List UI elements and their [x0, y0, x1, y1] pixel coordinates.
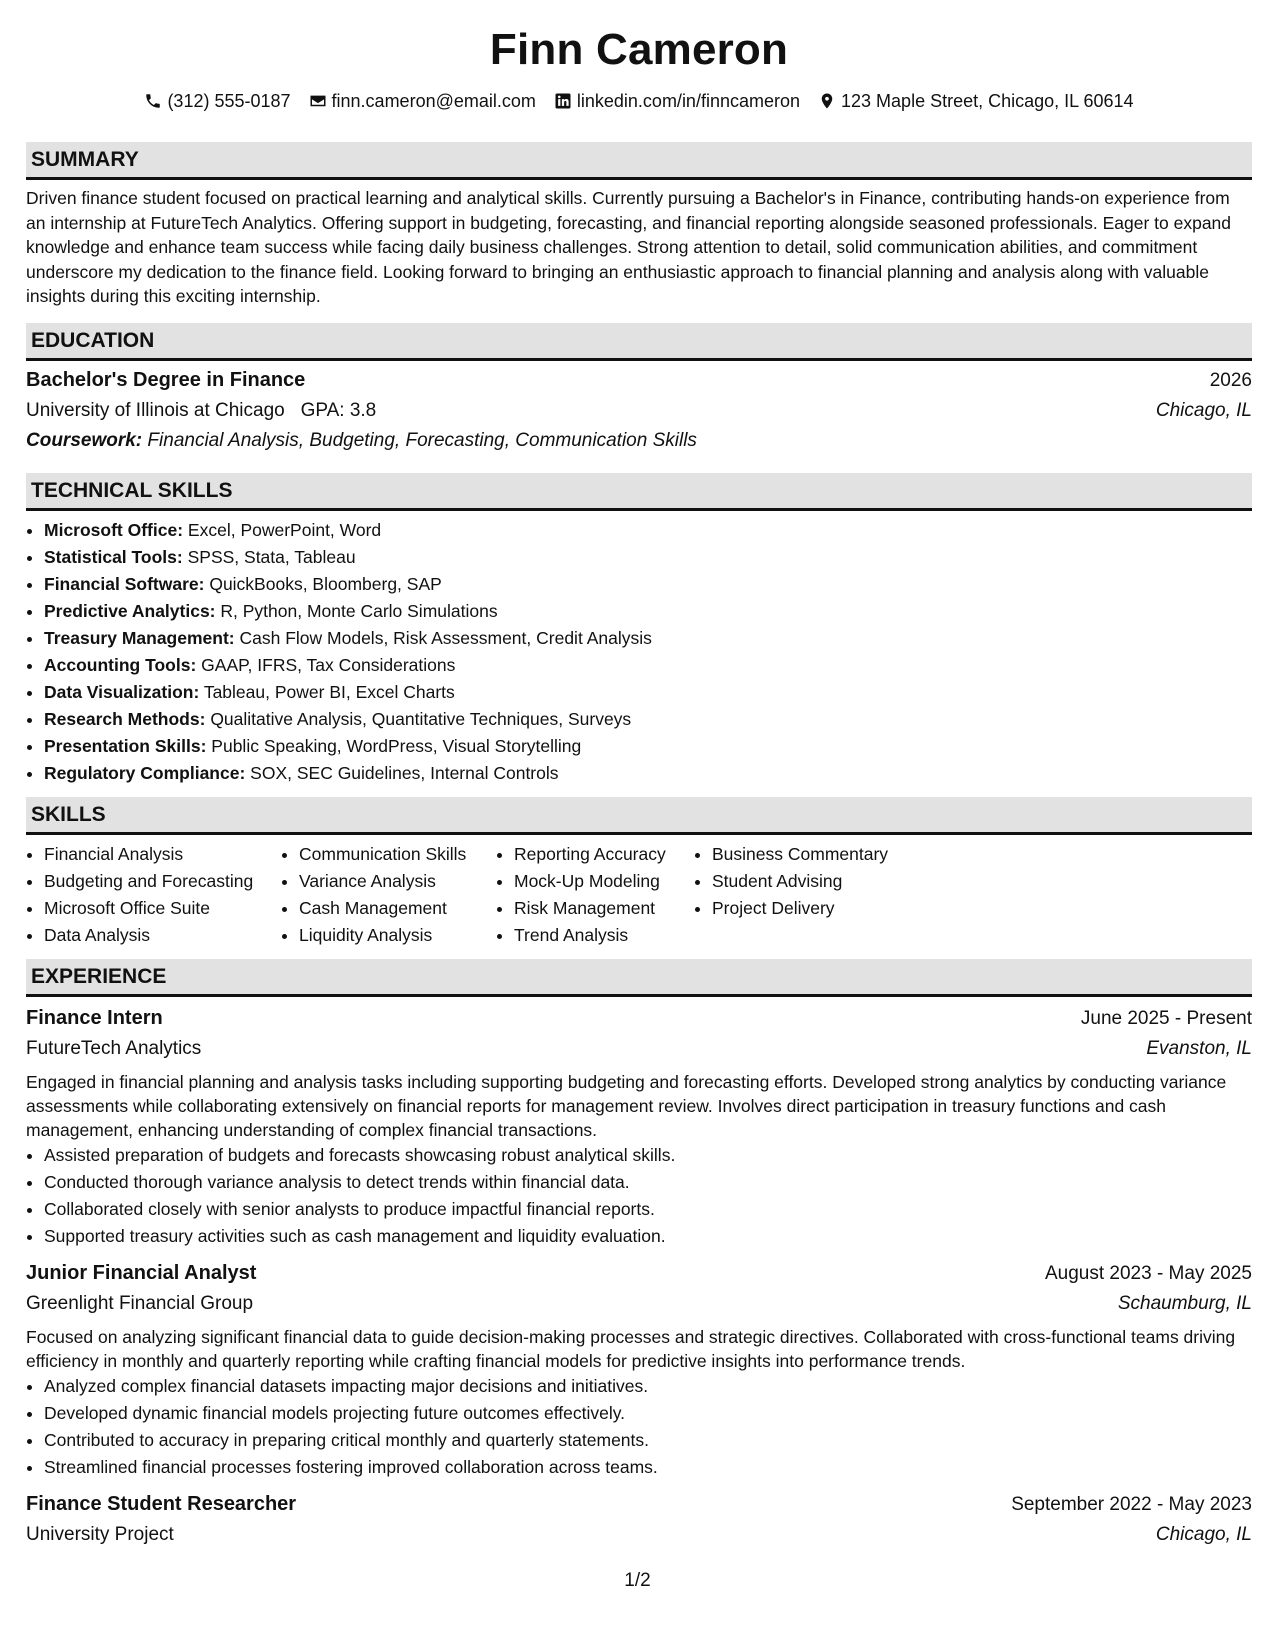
job-company: FutureTech Analytics — [26, 1037, 202, 1059]
list-item — [44, 679, 1252, 706]
job-location: Chicago, IL — [1155, 1523, 1252, 1545]
list-item: • Analyzed complex financial datasets impacting major decisions and initiatives. — [44, 1373, 1252, 1400]
job-title: Junior Financial Analyst — [26, 1261, 257, 1284]
job-dates: June 2025 - Present — [1080, 1007, 1252, 1029]
skill-category: Accounting Tools: — [44, 654, 197, 675]
skill-category: Statistical Tools: — [44, 546, 183, 567]
list-item — [44, 571, 1252, 598]
skill-values: SOX, SEC Guidelines, Internal Controls — [250, 762, 559, 783]
list-item — [44, 598, 1252, 625]
list-item — [44, 733, 1252, 760]
technical-skills-heading: TECHNICAL SKILLS — [26, 473, 1252, 511]
list-item — [44, 625, 1252, 652]
list-item: • Mock-Up Modeling — [514, 868, 694, 895]
page-number: 1/2 — [624, 1570, 651, 1591]
email-text: finn.cameron@email.com — [331, 91, 536, 111]
skill-category: Data Visualization: — [44, 681, 200, 702]
list-item: • Collaborated closely with senior analysts to produce impactful financial reports. — [44, 1196, 1252, 1223]
job-bullets — [26, 1142, 1252, 1250]
phone-icon — [144, 92, 162, 110]
skills-grid — [26, 841, 1252, 949]
list-item: • Cash Management — [299, 895, 496, 922]
phone-text: (312) 555-0187 — [167, 91, 291, 111]
skill-values: Tableau, Power BI, Excel Charts — [203, 681, 455, 702]
skill-category: Predictive Analytics: — [44, 600, 216, 621]
list-item: • Data Analysis — [44, 922, 281, 949]
skill-values: SPSS, Stata, Tableau — [187, 546, 356, 567]
list-item — [44, 760, 1252, 787]
skill-category: Presentation Skills: — [44, 735, 207, 756]
list-item — [44, 544, 1252, 571]
technical-skills-list — [26, 517, 1252, 787]
list-item — [44, 652, 1252, 679]
summary-text: Driven finance student focused on practical learning and analytical skills. Currently pursuing a Bachelor's in Finance, contributing hands-on experience from an internship at FutureTech Analytics. Offering support in budgeting, forecasting, and financial reporting alongside seasoned professionals. Eager to expand knowledge and enhance team success while facing daily business challenges. Strong attention to detail, solid communication abilities, and commitment underscore my dedication to the finance field. Looking forward to bringing an enthusiastic approach to financial planning and analysis along with valuable insights during this exciting internship. — [26, 188, 1232, 306]
skills-column-1 — [26, 841, 281, 949]
education-row-1 — [26, 365, 1252, 396]
list-item: • Conducted thorough variance analysis to detect trends within financial data. — [44, 1169, 1252, 1196]
gpa: GPA: 3.8 — [300, 399, 377, 421]
job-entry — [26, 1003, 1252, 1250]
list-item: • Streamlined financial processes fostering improved collaboration across teams. — [44, 1454, 1252, 1481]
skill-values: R, Python, Monte Carlo Simulations — [220, 600, 498, 621]
job-title-row — [26, 1258, 1252, 1289]
list-item: • Trend Analysis — [514, 922, 694, 949]
skill-values: Public Speaking, WordPress, Visual Storytelling — [211, 735, 582, 756]
list-item: • Financial Analysis — [44, 841, 281, 868]
job-company: Greenlight Financial Group — [26, 1292, 254, 1314]
job-entry — [26, 1489, 1252, 1550]
list-item: • Variance Analysis — [299, 868, 496, 895]
skills-column-3 — [496, 841, 694, 949]
candidate-name: Finn Cameron — [489, 25, 789, 74]
job-title: Finance Student Researcher — [26, 1492, 297, 1515]
job-dates: September 2022 - May 2023 — [1011, 1493, 1252, 1515]
list-item: • Student Advising — [712, 868, 888, 895]
job-description: Engaged in financial planning and analysis tasks including supporting budgeting and forecasting efforts. Developed strong analytics by conducting variance assessments while collaborating extensively on financial reports for management review. Involves direct participation in treasury functions and cash management, enhancing understanding of complex financial transactions. — [26, 1071, 1227, 1140]
list-item: • Microsoft Office Suite — [44, 895, 281, 922]
skill-category: Treasury Management: — [44, 627, 235, 648]
linkedin-icon — [554, 92, 572, 110]
coursework-label: Coursework: — [26, 429, 143, 451]
skill-values: Excel, PowerPoint, Word — [187, 519, 382, 540]
contact-email[interactable] — [309, 90, 536, 112]
coursework-list: Financial Analysis, Budgeting, Forecasting, Communication Skills — [147, 429, 697, 451]
skill-category: Research Methods: — [44, 708, 206, 729]
education-row-2 — [26, 396, 1252, 426]
list-item: • Business Commentary — [712, 841, 888, 868]
skill-values: Qualitative Analysis, Quantitative Techniques, Surveys — [210, 708, 632, 729]
job-location: Schaumburg, IL — [1117, 1292, 1252, 1314]
education-heading: EDUCATION — [26, 323, 1252, 361]
list-item: • Contributed to accuracy in preparing critical monthly and quarterly statements. — [44, 1427, 1252, 1454]
coursework-line — [26, 426, 1252, 456]
list-item — [44, 706, 1252, 733]
job-company-row — [26, 1520, 1252, 1550]
contact-phone — [144, 90, 290, 112]
skills-heading: SKILLS — [26, 797, 1252, 835]
school-line — [26, 396, 376, 426]
graduation-year: 2026 — [1209, 369, 1252, 391]
skills-column-2 — [281, 841, 496, 949]
list-item: • Supported treasury activities such as cash management and liquidity evaluation. — [44, 1223, 1252, 1250]
contact-linkedin[interactable] — [554, 90, 800, 112]
skill-category: Microsoft Office: — [44, 519, 184, 540]
skill-values: QuickBooks, Bloomberg, SAP — [209, 573, 442, 594]
job-dates: August 2023 - May 2025 — [1044, 1262, 1252, 1284]
list-item: • Liquidity Analysis — [299, 922, 496, 949]
list-item: • Reporting Accuracy — [514, 841, 694, 868]
list-item: • Budgeting and Forecasting — [44, 868, 281, 895]
list-item: • Assisted preparation of budgets and forecasts showcasing robust analytical skills. — [44, 1142, 1252, 1169]
list-item: • Developed dynamic financial models projecting future outcomes effectively. — [44, 1400, 1252, 1427]
job-company-row — [26, 1034, 1252, 1064]
job-title-row — [26, 1003, 1252, 1034]
envelope-icon — [309, 92, 327, 110]
school-name: University of Illinois at Chicago — [26, 399, 285, 421]
address-text: 123 Maple Street, Chicago, IL 60614 — [841, 91, 1134, 111]
skill-category: Financial Software: — [44, 573, 205, 594]
list-item — [44, 517, 1252, 544]
resume-page — [26, 0, 1252, 1550]
job-title-row — [26, 1489, 1252, 1520]
list-item: • Communication Skills — [299, 841, 496, 868]
contact-address — [818, 90, 1134, 112]
list-item: • Project Delivery — [712, 895, 888, 922]
map-pin-icon — [818, 92, 836, 110]
list-item: • Risk Management — [514, 895, 694, 922]
job-description: Focused on analyzing significant financial data to guide decision-making processes and strategic directives. Collaborated with cross-functional teams driving efficiency in monthly and quarterly reporting while crafting financial models for predictive insights into performance trends. — [26, 1326, 1236, 1371]
job-bullets — [26, 1373, 1252, 1481]
skill-values: Cash Flow Models, Risk Assessment, Credit Analysis — [239, 627, 652, 648]
job-title: Finance Intern — [26, 1006, 163, 1029]
degree-title: Bachelor's Degree in Finance — [26, 368, 306, 391]
school-location: Chicago, IL — [1155, 399, 1252, 421]
summary-heading: SUMMARY — [26, 142, 1252, 180]
linkedin-text: linkedin.com/in/finncameron — [576, 91, 801, 111]
job-company: University Project — [26, 1523, 174, 1545]
job-location: Evanston, IL — [1146, 1037, 1252, 1059]
job-company-row — [26, 1289, 1252, 1319]
experience-heading: EXPERIENCE — [26, 959, 1252, 997]
skill-values: GAAP, IFRS, Tax Considerations — [201, 654, 456, 675]
skills-column-4 — [694, 841, 888, 949]
contact-bar — [26, 90, 1252, 112]
job-entry — [26, 1258, 1252, 1481]
skill-category: Regulatory Compliance: — [44, 762, 246, 783]
